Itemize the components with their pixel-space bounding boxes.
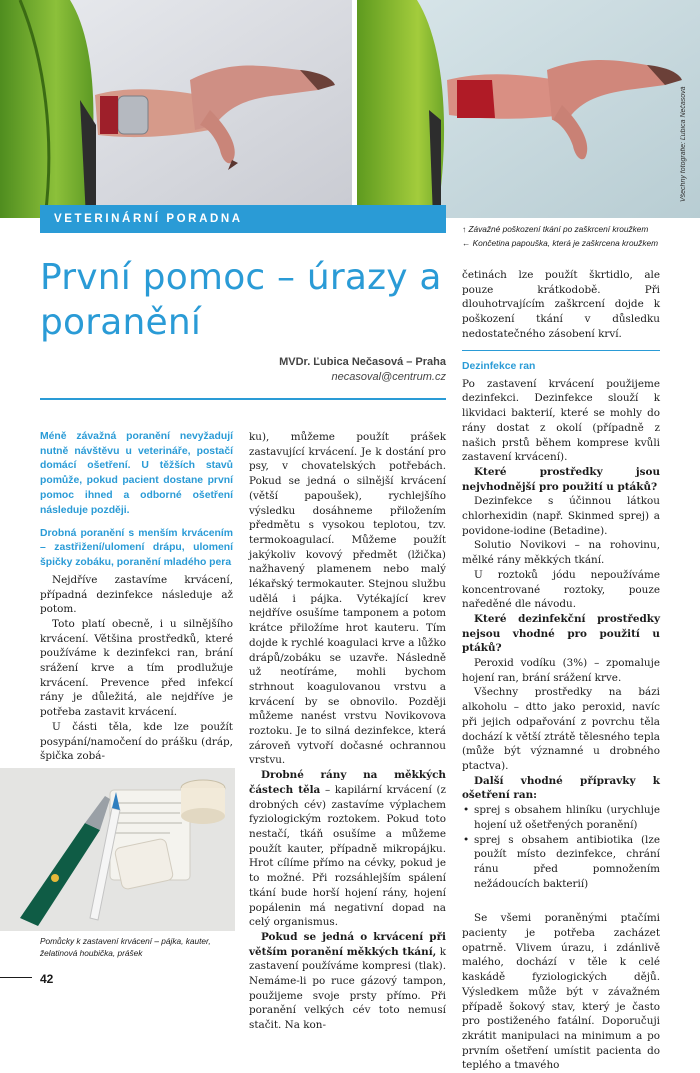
paragraph: Se všemi poraněnými ptačími pacienty je potřeba zacházet opatrně. Vlivem úrazu, i zdánlivě malého, dochází v těle k celé kaskádě fyziologických dějů. Výsledkem může být v závažném případě šokový stav, který je často pro postiženého fatální. Doporučuji zkrátit manipulaci na minimum a po prvním ošetření umístit pacienta do teplého a tmavého (462, 912, 660, 1072)
question-unsuitable: Které dezinfekční prostředky nejsou vhodné pro použití u ptáků? (462, 612, 660, 655)
list-item: • sprej s obsahem antibiotika (lze použít místo dezinfekce, chrání ránu před pomnožením nežádoucích bakterií) (474, 833, 660, 892)
paragraph-larger-wound (249, 930, 446, 1033)
photo-damaged-tissue (357, 0, 700, 218)
photo-credit: Všechny fotografie: Ľubica Nečasová (680, 86, 687, 202)
bold-lead-in: Drobné rány na měkkých částech těla (249, 769, 446, 796)
subhead-disinfection: Dezinfekce ran (462, 360, 536, 372)
lead-paragraph: Méně závažná poranění nevyžadují nutně návštěvu u veterináře, postačí domácí ošetření. U těžších stavů pomůže, pokud pacient dostane první pomoc ihned a odborné ošetření následuje později. (40, 431, 233, 516)
column-divider (462, 350, 660, 351)
photo-tools (0, 768, 235, 931)
paragraph-text: – kapilární krvácení (z drobných cév) zastavíme výplachem fyziologickým roztokem. Pokud toto nestačí, tkáň osušíme a můžeme použít kauter, případně mikropájku. Hrot cílíme přímo na cévky, pokud je to možné. Při rozsáhlejším spálení tkání bude horší hojení rány, hojení popálenin má negativní dopad na celý organismus. (249, 783, 446, 929)
paragraph: U roztoků jódu nepoužíváme koncentrované roztoky, pouze naředěné dle návodu. (462, 568, 660, 611)
title-divider (40, 398, 446, 400)
paragraph: Všechny prostředky na bázi alkoholu – dtto jako peroxid, navíc při jejich odpařování z povrchu těla dochází k větší ztrátě tělesného tepla (může být významné u drobného ptactva). (462, 686, 660, 772)
page-number-rule (0, 977, 32, 978)
paragraph: Nejdříve zastavíme krvácení, případná dezinfekce následuje až potom. (40, 573, 233, 616)
author-block (225, 355, 446, 385)
paragraph: U části těla, kde lze použít posypání/namočení do prášku (dráp, špička zobá- (40, 720, 233, 763)
article-title: První pomoc – úrazy a poranění (40, 257, 442, 343)
bullet-list (462, 803, 660, 891)
list-item: • sprej s obsahem hliníku (urychluje hojení už ošetřených poranění) (474, 803, 660, 832)
question-suitable: Které prostředky jsou nejvhodnější pro použití u ptáků? (462, 465, 660, 493)
paragraph: Po zastavení krvácení použijeme dezinfekci. Dezinfekce slouží k likvidaci bakterií, které se mohly do rány dostat z okolí (případně z našich prstů během komprese kvůli zastavení krvácení). (462, 377, 660, 464)
paragraph: Peroxid vodíku (3%) – zpomaluje hojení ran, brání srážení krve. (462, 657, 660, 684)
paragraph: ku), můžeme použít prášek zastavující krvácení. Je k dostání pro psy, v chovatelských potřebách. Pokud se jedná o silnější krvácení (větší papoušek), rychlejšího výsledku dosáhneme přiložením předmětu s vysokou teplotou, tzv. termokoagulací. Můžeme použít jakýkoliv kovový předmět (lžička) nažhavený plamenem nebo malý lékařský termokauter. Stejnou službu udělá i pájka. Vytékající krev nejdříve osušíme tamponem a potom krátce přiložíme hrot kauteru. Tím dojde k rychlé koagulaci krve a lůžko drápů/zobáku se uzavře. Následně už neotíráme, mohli bychom strhnout koagulovanou vrstvu a krvácení by se obnovilo. Později můžeme nanést vrstvu Novikovova roztoku. Je to silná dezinfekce, která zároveň vytvoří dočasné ochrannou vrstvu. (249, 431, 446, 767)
paragraph: Toto platí obecně, i u silnějšího krvácení. Většina prostředků, které používáme k dezinfekci ran, brání srážení krve a tím prodlužuje krvácení. Prevence před infekcí rány je důležitá, ale nejdříve je potřeba zastavit krvácení. (40, 617, 233, 719)
author-email[interactable]: necasoval@centrum.cz (331, 371, 446, 383)
photo-parrot-leg-ring (0, 0, 352, 218)
photo-caption-bottom: ← Končetina papouška, která je zaškrcena kroužkem (462, 238, 658, 248)
paragraph-soft-tissue (249, 768, 446, 930)
question-other: Další vhodné přípravky k ošetření ran: (462, 774, 660, 802)
page-number: 42 (40, 972, 54, 986)
paragraph-text: k zastavení používáme kompresi (tlak). Nemáme-li po ruce gázový tampon, použijeme svoje prsty přímo. Při poranění velkých cév toto nemusí stačit. Na kon- (249, 945, 446, 1032)
column-1 (40, 430, 233, 764)
paragraph: Solutio Novikovi – na rohovinu, mělké rány měkkých tkání. (462, 539, 660, 567)
photo-caption-tools: Pomůcky k zastavení krvácení – pájka, kauter, želatinová houbička, prášek (40, 936, 211, 958)
column-3 (462, 268, 660, 1073)
section-label: VETERINÁRNÍ PORADNA (40, 205, 446, 233)
paragraph: četinách lze použít škrtidlo, ale pouze krátkodobě. Při dlouhotrvajícím zaškrcení dojde k poškození tkání v důsledku nedostatečného zásobení krví. (462, 269, 660, 340)
subhead-small-injuries: Drobná poranění s menším krvácením – zastřižení/ulomení drápu, ulomení špičky zobáku, poranění mladého pera (40, 528, 233, 568)
author-name: MVDr. Ľubica Nečasová – Praha (279, 356, 446, 368)
bold-lead-in: Pokud se jedná o krvácení při větším poranění měkkých tkání, (249, 930, 446, 958)
column-2 (249, 430, 446, 1033)
photo-caption-top: ↑ Závažné poškození tkání po zaškrcení kroužkem (462, 224, 649, 234)
paragraph: Dezinfekce s účinnou látkou chlorhexidin (např. Skinmed sprej) a povidone-iodine (Betadine). (462, 495, 660, 537)
